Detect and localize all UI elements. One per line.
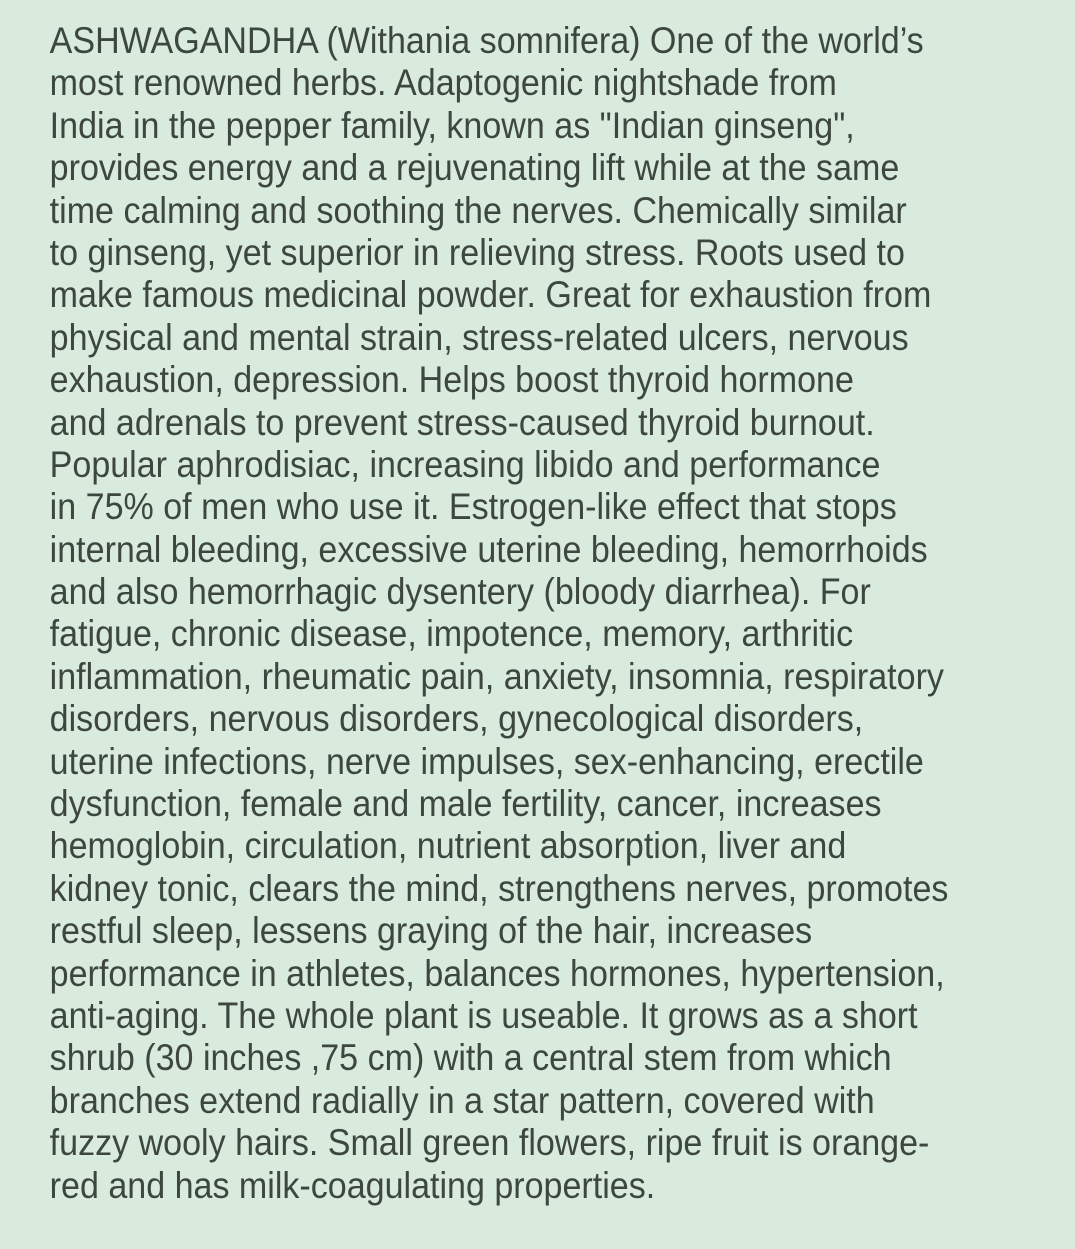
text-line: physical and mental strain, stress-related ulcers, nervous	[49, 316, 909, 358]
text-line: inflammation, rheumatic pain, anxiety, insomnia, respiratory	[49, 655, 944, 697]
text-line: and adrenals to prevent stress-caused thyroid burnout.	[49, 401, 875, 443]
text-line: most renowned herbs. Adaptogenic nightshade from	[49, 62, 837, 104]
text-line: provides energy and a rejuvenating lift while at the same	[49, 147, 900, 189]
text-line: dysfunction, female and male fertility, cancer, increases	[49, 783, 882, 825]
text-line: time calming and soothing the nerves. Chemically similar	[49, 189, 907, 231]
text-line: Popular aphrodisiac, increasing libido and performance	[49, 443, 881, 485]
text-line: disorders, nervous disorders, gynecological disorders,	[49, 698, 864, 740]
text-line: internal bleeding, excessive uterine bleeding, hemorrhoids	[49, 528, 928, 570]
text-line: kidney tonic, clears the mind, strengthens nerves, promotes	[49, 867, 949, 909]
text-line: shrub (30 inches ,75 cm) with a central stem from which	[49, 1037, 892, 1079]
text-line: branches extend radially in a star pattern, covered with	[49, 1079, 875, 1121]
text-line: exhaustion, depression. Helps boost thyroid hormone	[49, 359, 854, 401]
text-line: hemoglobin, circulation, nutrient absorption, liver and	[49, 825, 847, 867]
text-line: in 75% of men who use it. Estrogen-like effect that stops	[49, 486, 897, 528]
text-line: India in the pepper family, known as "Indian ginseng",	[49, 104, 855, 146]
text-line: fatigue, chronic disease, impotence, memory, arthritic	[49, 613, 854, 655]
text-line: anti-aging. The whole plant is useable. It grows as a short	[49, 994, 918, 1036]
text-line: to ginseng, yet superior in relieving stress. Roots used to	[49, 231, 905, 273]
text-line: fuzzy wooly hairs. Small green flowers, ripe fruit is orange-	[49, 1122, 930, 1164]
text-line: and also hemorrhagic dysentery (bloody diarrhea). For	[49, 571, 871, 613]
text-line: ASHWAGANDHA (Withania somnifera) One of the world’s	[49, 20, 924, 61]
text-line: red and has milk-coagulating properties.	[49, 1164, 656, 1206]
text-line: uterine infections, nerve impulses, sex-enhancing, erectile	[49, 740, 924, 782]
text-line: make famous medicinal powder. Great for exhaustion from	[49, 274, 932, 316]
text-line: performance in athletes, balances hormones, hypertension,	[49, 952, 945, 994]
text-line: restful sleep, lessens graying of the hair, increases	[49, 910, 813, 952]
